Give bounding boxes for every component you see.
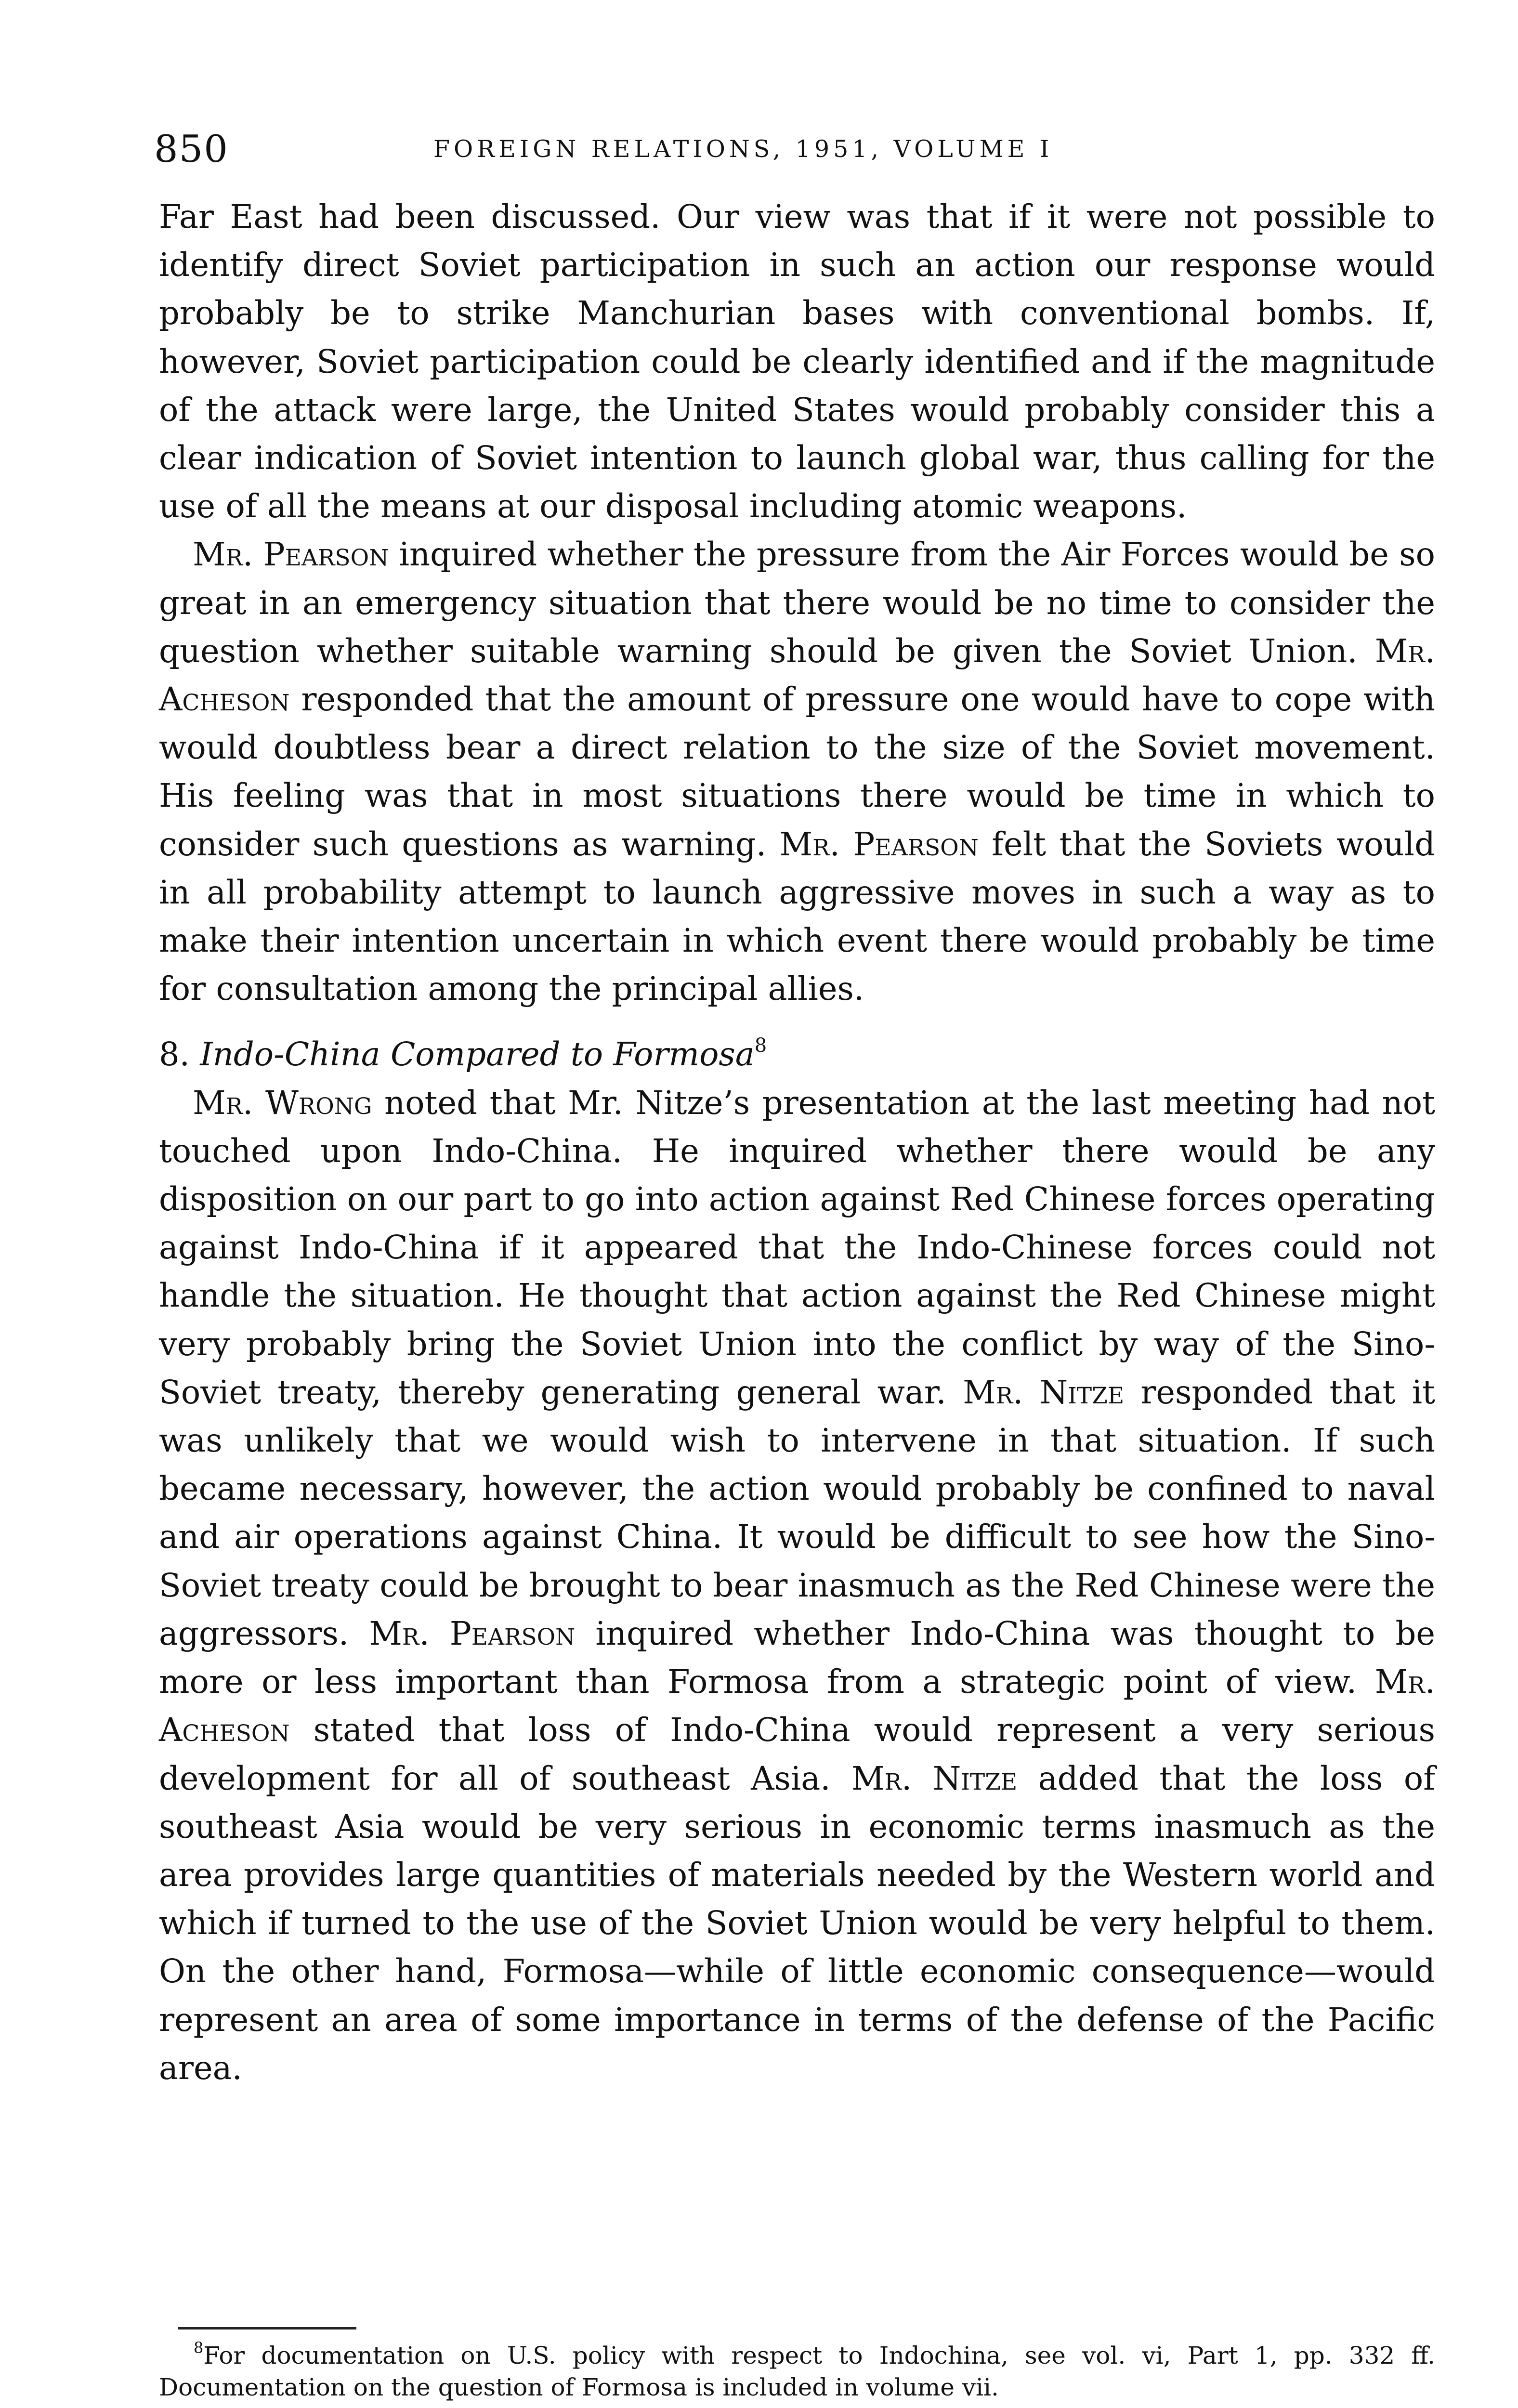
footnote-text: For documentation on U.S. policy with respect to Indochina, see vol. vi, Part 1, pp. 332 ff. Documentation on the question of Formosa is included in volume vii. — [159, 2342, 1435, 2401]
paragraph-3-text-5: added that the loss of southeast Asia would be very serious in economic terms inasmuch as the area provides large quantities of materials needed by the Western world and which if turned to the use of the Soviet Union would be very helpful to them. On the other hand, Formosa—while of little economic consequence—would represent an area of some importance in terms of the defense of the Pacific area. — [159, 1759, 1435, 2087]
running-title: FOREIGN RELATIONS, 1951, VOLUME I — [433, 135, 1053, 163]
running-head — [154, 120, 1435, 188]
speaker-name: Mr. Pearson — [193, 536, 389, 574]
paragraph-3-text-4: stated that loss of Indo-China would represent a very serious development for all of southeast Asia. — [159, 1711, 1435, 1797]
footnote — [159, 2340, 1435, 2403]
speaker-name: Mr. Acheson — [159, 1663, 1435, 1749]
page-number: 850 — [154, 128, 229, 171]
paragraph-2-text-3: felt that the Soviets would in all probability attempt to launch aggressive moves in such a way as to make their intention uncertain in which event there would probably be time for consultation among the principal allies. — [159, 825, 1435, 1008]
speaker-name: Mr. Pearson — [369, 1614, 576, 1652]
paragraph-1 — [159, 193, 1435, 530]
body-text — [159, 193, 1435, 2092]
footnote-divider — [178, 2327, 356, 2329]
paragraph-2-text-1: inquired whether the pressure from the Air Forces would be so great in an emergency situation that there would be no time to consider the question whether suitable warning should be given the Soviet Union. — [159, 536, 1435, 670]
paragraph-3-text-3: inquired whether Indo-China was thought to be more or less important than Formosa from a strategic point of view. — [159, 1614, 1435, 1701]
speaker-name: Mr. Nitze — [851, 1759, 1018, 1797]
speaker-name: Mr. Pearson — [779, 825, 979, 863]
footnote-marker: 8 — [194, 2339, 204, 2357]
paragraph-3-text-2: responded that it was unlikely that we would wish to intervene in that situation. If such became necessary, however, the action would probably be confined to naval and air operations against China. It would be difficult to see how the Sino-Soviet treaty could be brought to bear inasmuch as the Red Chinese were the aggressors. — [159, 1373, 1435, 1652]
section-number: 8. — [159, 1035, 190, 1073]
footnote-reference: 8 — [754, 1034, 767, 1057]
section-title: Indo-China Compared to Formosa — [200, 1035, 755, 1073]
paragraph-2-text-2: responded that the amount of pressure one would have to cope with would doubtless bear a direct relation to the size of the Soviet movement. His feeling was that in most situations there would be time in which to consider such questions as warning. — [159, 681, 1435, 863]
speaker-name: Mr. Nitze — [963, 1373, 1125, 1411]
speaker-name: Mr. Wrong — [193, 1084, 372, 1122]
paragraph-1-text: Far East had been discussed. Our view was that if it were not possible to identify direct Soviet participation in such an action our response would probably be to strike Manchurian bases with conventional bombs. If, however, Soviet participation could be clearly identified and if the magnitude of the attack were large, the United States would probably consider this a clear indication of Soviet intention to launch global war, thus calling for the use of all the means at our disposal including atomic weapons. — [159, 198, 1435, 525]
footnotes — [159, 2340, 1435, 2403]
section-heading — [159, 1021, 1435, 1078]
paragraph-3 — [159, 1079, 1435, 2092]
paragraph-2 — [159, 530, 1435, 1013]
paragraph-3-text-1: noted that Mr. Nitze’s presentation at the last meeting had not touched upon Indo-China. He inquired whether there would be any disposition on our part to go into action against Red Chinese forces operating against Indo-China if it appeared that the Indo-Chinese forces could not handle the situation. He thought that action against the Red Chinese might very probably bring the Soviet Union into the conflict by way of the Sino-Soviet treaty, thereby generating general war. — [159, 1084, 1436, 1411]
speaker-name: Mr. Acheson — [159, 632, 1435, 719]
